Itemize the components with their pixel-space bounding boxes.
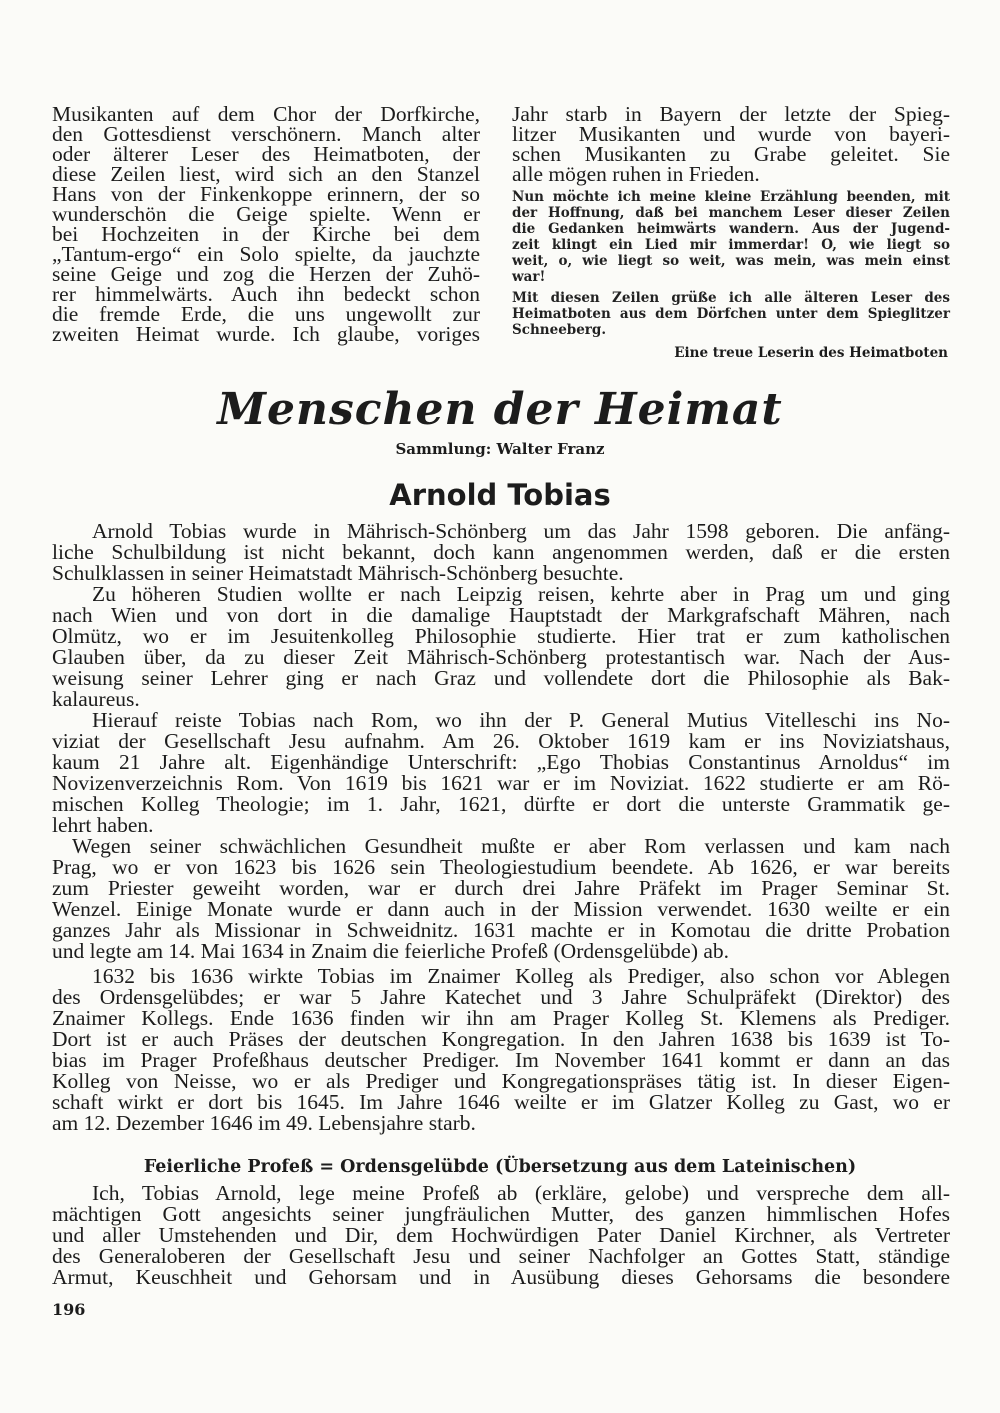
left-line: seine Geige und zog die Herzen der Zuhö- <box>52 262 480 286</box>
left-line: diese Zeilen liest, wird sich an den Stanzel <box>52 162 480 186</box>
article-heading: Arnold Tobias <box>389 478 611 512</box>
right-small-line: zeit klingt ein Lied mir immerdar! O, wie liegt so <box>512 237 950 253</box>
body-line: mischen Kolleg Theologie; im 1. Jahr, 1621, dürfte er dort die unterste Grammatik ge- <box>52 792 950 816</box>
body-line: Dort ist er auch Präses der deutschen Kongregation. In den Jahren 1638 bis 1639 ist To- <box>52 1027 950 1051</box>
body-line: Novizenverzeichnis Rom. Von 1619 bis 1621 war er im Noviziat. 1622 studierte er am Rö- <box>52 771 950 795</box>
body-line: Olmütz, wo er im Jesuitenkolleg Philosophie studierte. Hier trat er zum katholischen <box>52 624 950 648</box>
left-line: die fremde Erde, die uns ungewollt zur <box>52 302 480 326</box>
right-small-line: Mit diesen Zeilen grüße ich alle älteren Leser des <box>512 290 950 306</box>
body-line: am 12. Dezember 1646 im 49. Lebensjahre starb. <box>52 1111 476 1135</box>
left-line: zweiten Heimat wurde. Ich glaube, voriges <box>52 322 480 346</box>
body-line: und aller Umstehenden und Dir, dem Hochwürdigen Pater Daniel Kirchner, als Vertreter <box>52 1223 950 1247</box>
body-line: mächtigen Gott angesichts seiner jungfräulichen Mutter, des ganzen himmlischen Hofes <box>52 1202 950 1226</box>
right-line: schen Musikanten zu Grabe geleitet. Sie <box>512 142 950 166</box>
body-line: schaft wirkt er dort bis 1645. Im Jahre 1646 weilte er im Glatzer Kolleg zu Gast, wo er <box>52 1090 950 1114</box>
left-line: Musikanten auf dem Chor der Dorfkirche, <box>52 102 480 126</box>
body-line: zum Priester geweiht worden, war er durch drei Jahre Präfekt im Prager Seminar St. <box>52 876 950 900</box>
page-number: 196 <box>52 1300 86 1319</box>
body-line: kaum 21 Jahre alt. Eigenhändige Unterschrift: „Ego Thobias Constantinus Arnoldus“ im <box>52 750 950 774</box>
body-line: bias im Prager Profeßhaus deutscher Prediger. Im November 1641 kommt er dann an das <box>52 1048 950 1072</box>
section-subtitle: Sammlung: Walter Franz <box>395 440 605 458</box>
body-line: des Ordensgelübdes; er war 5 Jahre Katechet und 3 Jahre Schulpräfekt (Direktor) des <box>52 985 950 1009</box>
body-line: des Generaloberen der Gesellschaft Jesu und seiner Nachfolger an Gottes Statt, ständige <box>52 1244 950 1268</box>
right-small-line: Schneeberg. <box>512 322 607 338</box>
body-line: kalaureus. <box>52 687 140 711</box>
body-line: weisung seiner Lehrer ging er nach Graz und vollendete dort die Philosophie als Bak- <box>52 666 950 690</box>
body-line: Wegen seiner schwächlichen Gesundheit mußte er aber Rom verlassen und kam nach <box>72 834 950 858</box>
body-line: nach Wien und von dort in die damalige Hauptstadt der Markgrafschaft Mähren, nach <box>52 603 950 627</box>
section-title: Menschen der Heimat <box>217 384 783 435</box>
signature: Eine treue Leserin des Heimatboten <box>674 345 948 361</box>
right-small-line: Nun möchte ich meine kleine Erzählung beenden, mit <box>512 189 950 205</box>
right-line: litzer Musikanten und wurde von bayeri- <box>512 122 950 146</box>
body-line: Kolleg von Neisse, wo er als Prediger und Kongregationspräses tätig ist. In dieser Eigen- <box>52 1069 950 1093</box>
body-line: Prag, wo er von 1623 bis 1626 sein Theologiestudium beendete. Ab 1626, er war bereits <box>52 855 950 879</box>
right-small-line: Heimatboten aus dem Dörfchen unter dem Spieglitzer <box>512 306 950 322</box>
body-line: Schulklassen in seiner Heimatstadt Mährisch-Schönberg besuchte. <box>52 561 624 585</box>
left-line: rer himmelwärts. Auch ihn bedeckt schon <box>52 282 480 306</box>
sub-heading: Feierliche Profeß = Ordensgelübde (Übersetzung aus dem Lateinischen) <box>143 1157 857 1177</box>
body-line: Hierauf reiste Tobias nach Rom, wo ihn der P. General Mutius Vitelleschi ins No- <box>92 708 950 732</box>
body-line: Glauben über, da zu dieser Zeit Mährisch-Schönberg protestantisch war. Nach der Aus- <box>52 645 950 669</box>
body-line: Ich, Tobias Arnold, lege meine Profeß ab (erkläre, gelobe) und verspreche dem all- <box>92 1181 950 1205</box>
body-line: Znaimer Kollegs. Ende 1636 finden wir ihn am Prager Kolleg St. Klemens als Prediger. <box>52 1006 950 1030</box>
right-line: alle mögen ruhen in Frieden. <box>512 162 760 186</box>
body-line: ganzes Jahr als Missionar in Schweidnitz. 1631 machte er in Komotau die dritte Probation <box>52 918 950 942</box>
body-line: Arnold Tobias wurde in Mährisch-Schönberg um das Jahr 1598 geboren. Die anfäng- <box>92 519 950 543</box>
right-small-line: der Hoffnung, daß bei manchem Leser dieser Zeilen <box>512 205 950 221</box>
body-line: viziat der Gesellschaft Jesu aufnahm. Am 26. Oktober 1619 kam er ins Noviziatshaus, <box>52 729 950 753</box>
right-small-line: weit, o, wie liegt so weit, was mein, was mein einst <box>512 253 950 269</box>
body-line: Zu höheren Studien wollte er nach Leipzig reisen, kehrte aber in Prag um und ging <box>92 582 950 606</box>
left-line: „Tantum-ergo“ ein Solo spielte, da jauchzte <box>52 242 480 266</box>
left-line: bei Hochzeiten in der Kirche bei dem <box>52 222 480 246</box>
left-line: Hans von der Finkenkoppe erinnern, der so <box>52 182 480 206</box>
left-line: den Gottesdienst verschönern. Manch alter <box>52 122 480 146</box>
right-small-line: die Gedanken heimwärts wandern. Aus der Jugend- <box>512 221 950 237</box>
left-line: oder älterer Leser des Heimatboten, der <box>52 142 480 166</box>
right-line: Jahr starb in Bayern der letzte der Spieg- <box>512 102 950 126</box>
body-line: 1632 bis 1636 wirkte Tobias im Znaimer Kolleg als Prediger, also schon vor Ablegen <box>92 964 950 988</box>
body-line: und legte am 14. Mai 1634 in Znaim die feierliche Profeß (Ordensgelübde) ab. <box>52 939 730 963</box>
body-line: Armut, Keuschheit und Gehorsam und in Ausübung dieses Gehorsams die besondere <box>52 1265 950 1289</box>
body-line: liche Schulbildung ist nicht bekannt, doch kann angenommen werden, daß er die ersten <box>52 540 950 564</box>
body-line: Wenzel. Einige Monate wurde er dann auch in der Mission verwendet. 1630 weilte er ein <box>52 897 950 921</box>
left-line: wunderschön die Geige spielte. Wenn er <box>52 202 480 226</box>
body-line: lehrt haben. <box>52 813 154 837</box>
right-small-line: war! <box>512 269 546 285</box>
